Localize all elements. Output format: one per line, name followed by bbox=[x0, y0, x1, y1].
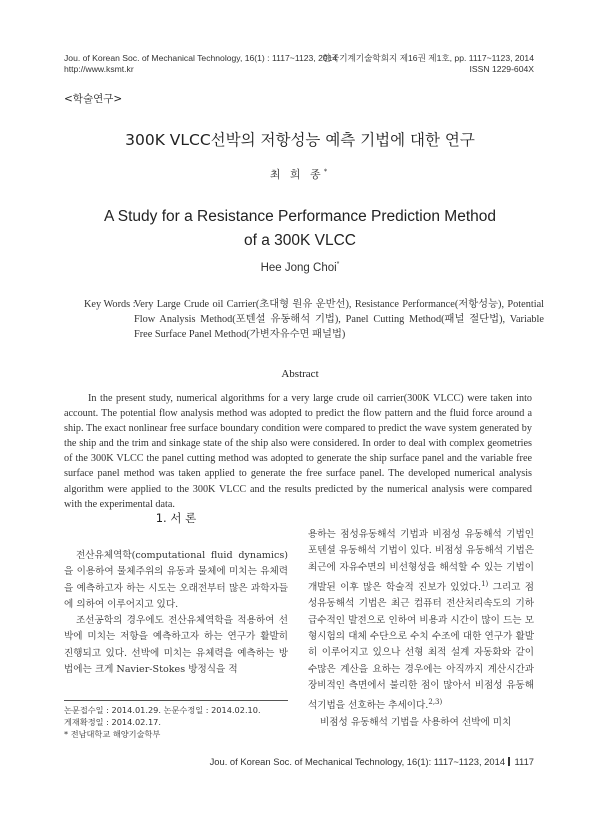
intro-paragraph-1: 전산유체역학(computational fluid dynamics)을 이용하여 물체주위의 유동과 물체에 미치는 유체력을 예측하고자 하는 시도는 오래전부터 많은 과학자들에 의하여 이루어지고 있다. bbox=[64, 550, 288, 610]
footnotes bbox=[64, 704, 304, 741]
keywords-label: Key Words : bbox=[84, 299, 136, 310]
footnote-dates: 논문접수일 : 2014.01.29. 논문수정일 : 2014.02.10. bbox=[64, 705, 261, 715]
footnote-accepted: 게재확정일 : 2014.02.17. bbox=[64, 717, 161, 728]
author-korean bbox=[0, 166, 600, 182]
left-column bbox=[64, 510, 288, 678]
footnote-affiliation: * 전남대학교 해양기술학부 bbox=[64, 729, 161, 740]
reference-1: 1) bbox=[481, 579, 489, 588]
title-korean: 300K VLCC선박의 저항성능 예측 기법에 대한 연구 bbox=[125, 131, 475, 149]
intro-paragraph-3-text-b: 그리고 점성유동해석 기법은 최근 컴퓨터 전산처리속도의 기하급수적인 발전으로 인하여 비용과 시간이 많이 드는 모형시험의 대체 수단으로 수치 수조에 대한 연구가 활발히 이루어지고 있으나 선형 최적 설계 자동화와 같이 수많은 계산을 요하는 경우에는 아직까지 계산시간과 장비적인 측면에서 불리한 점이 많아서 비점성 유동해석기법을 선호하는 추세이다. bbox=[308, 582, 535, 712]
author-affiliation-mark: * bbox=[323, 167, 331, 176]
intro-paragraph-2: 조선공학의 경우에도 전산유체역학을 적용하여 선박에 미치는 저항을 예측하고자 하는 연구가 활발히 진행되고 있다. 선박에 미치는 유체력을 예측하는 방법에는 크게 Navier-Stokes 방정식을 적 bbox=[64, 615, 288, 676]
page-number: 1117 bbox=[514, 756, 534, 767]
title-english-line1: A Study for a Resistance Performance Prediction Method bbox=[103, 208, 496, 225]
footer-citation: Jou. of Korean Soc. of Mechanical Technology, 16(1): 1117~1123, 2014 bbox=[209, 756, 506, 767]
right-column bbox=[308, 527, 534, 731]
journal-citation: Jou. of Korean Soc. of Mechanical Technology, 16(1) : 1117~1123, 2014 bbox=[64, 53, 338, 63]
keywords-text: Very Large Crude oil Carrier(초대형 원유 운반선), Resistance Performance(저항성능), Potential Flow Analysis Method(포텐셜 유동해석 기법), Panel Cutting Method(패널 절단법), Variable Free Surface Panel Method(가변자유수면 패널법) bbox=[134, 299, 544, 340]
intro-paragraph-4: 비점성 유동해석 기법을 사용하여 선박에 미치 bbox=[320, 716, 512, 728]
journal-header-right bbox=[323, 53, 534, 75]
section-heading-introduction: 1. 서 론 bbox=[155, 511, 197, 525]
footnote-divider bbox=[64, 700, 288, 701]
keywords-block bbox=[84, 298, 544, 342]
issn: ISSN 1229-604X bbox=[469, 64, 534, 74]
page-footer bbox=[210, 756, 534, 767]
author-korean-name: 최 희 종 bbox=[269, 168, 324, 181]
author-english bbox=[0, 261, 600, 274]
title-english bbox=[0, 205, 600, 253]
journal-header-left bbox=[64, 53, 337, 75]
footer-divider bbox=[508, 757, 510, 766]
intro-paragraph-3 bbox=[308, 527, 534, 715]
abstract-heading: Abstract bbox=[281, 368, 319, 380]
author-english-mark: * bbox=[336, 261, 340, 268]
intro-paragraph-3-text-a: 용하는 점성유동해석 기법과 비점성 유동해석 기법인 포텐셜 유동해석 기법이 있다. 비점성 유동해석 기법은 최근에 자유수면의 비선형성을 해석할 수 있는 기법이 개발된 이후 많은 학술적 진보가 있었다. bbox=[308, 529, 534, 594]
reference-2-3: 2,3) bbox=[428, 698, 443, 707]
title-english-line2: of a 300K VLCC bbox=[243, 232, 356, 249]
journal-url[interactable]: http://www.ksmt.kr bbox=[64, 64, 134, 74]
article-type: <학술연구> bbox=[64, 93, 123, 105]
abstract-text: In the present study, numerical algorithms for a very large crude oil carrier(300K VLCC) were taken into account. The potential flow analysis method was adopted to predict the flow pattern and the fluid force around a ship. The exact nonlinear free surface boundary condition were compared to predict the wave system generated by the ship and the trim and sinkage state of the ship also were considered. In order to deal with complex geometries of the 300K VLCC the panel cutting method was adopted to generate the ship surface panel and the variable free surface panel method was taken applied to generate the free surface panel. The developed numerical analysis algorithm were applied to the 300K VLCC and the results predicted by the numerical analysis were compared with the experimental data. bbox=[64, 393, 532, 510]
journal-citation-korean: 한국기계기술학회지 제16권 제1호, pp. 1117~1123, 2014 bbox=[322, 53, 534, 63]
author-english-name: Hee Jong Choi bbox=[260, 261, 337, 274]
